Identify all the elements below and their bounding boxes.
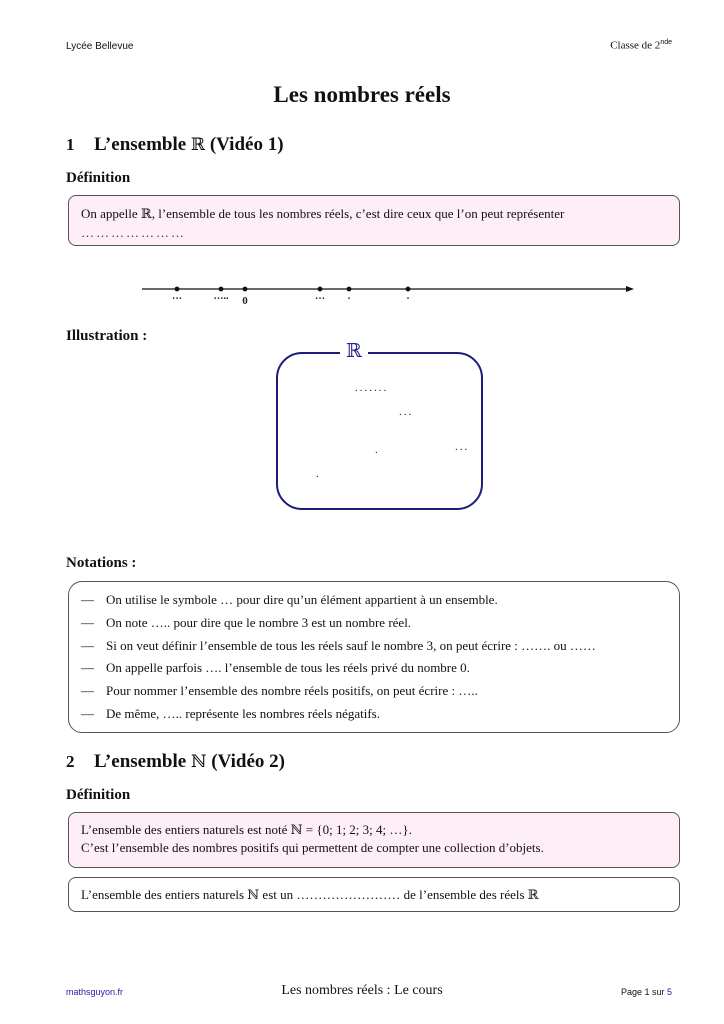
section-1-heading: [66, 134, 284, 156]
set-diagram-blank: .: [375, 444, 380, 456]
notations-heading: Notations :: [66, 555, 137, 571]
definition-2-line-2: C’est l’ensemble des nombres positifs qui permettent de compter une collection d’objets.: [81, 840, 544, 855]
notation-item: — On appelle parfois …. l’ensemble de tous les réels privé du nombre 0.: [81, 660, 470, 676]
section-1-title-prefix: L’ensemble: [94, 134, 191, 155]
notation-item: — De même, ….. représente les nombres réels négatifs.: [81, 705, 380, 721]
number-line-label: …: [315, 291, 325, 302]
footer-page-number: Page 1 sur 5: [620, 987, 672, 997]
illustration-heading: Illustration :: [66, 328, 148, 344]
definition-1-heading: Définition: [66, 170, 131, 186]
header-class: [610, 39, 672, 52]
set-diagram-blank: .: [316, 468, 321, 480]
number-line: [140, 270, 640, 310]
arrow-right-icon: [626, 286, 634, 292]
set-diagram-blank: ...: [455, 441, 470, 453]
number-line-label: 0: [242, 295, 248, 307]
section-2-title-suffix: (Vidéo 2): [206, 751, 285, 772]
number-line-label: …: [172, 291, 182, 302]
section-1-title-suffix: (Vidéo 1): [205, 134, 284, 155]
definition-1-text: On appelle ℝ, l’ensemble de tous les nombres réels, c’est dire ceux que l’on peut représenter: [81, 206, 565, 221]
definition-2-heading: Définition: [66, 787, 131, 803]
number-line-label: .: [406, 291, 410, 302]
header-class-prefix: Classe de 2: [610, 39, 661, 52]
notation-item: — Pour nommer l’ensemble des nombre réels positifs, on peut écrire : …..: [81, 683, 478, 699]
number-line-label: .: [347, 291, 351, 302]
footer-site-link[interactable]: mathsguyon.fr: [66, 987, 124, 997]
notation-item: — Si on veut définir l’ensemble de tous les réels sauf le nombre 3, on peut écrire : ……. ou ……: [81, 637, 596, 653]
section-2-heading: [66, 751, 285, 773]
reals-symbol: ℝ: [190, 135, 206, 155]
notation-item: — On note ….. pour dire que le nombre 3 est un nombre réel.: [81, 614, 412, 630]
definition-2-line-1: L’ensemble des entiers naturels est noté ℕ = {0; 1; 2; 3; 4; …}.: [81, 822, 412, 837]
set-diagram-blank: .......: [355, 382, 389, 394]
set-diagram: [276, 352, 483, 510]
footer-page-total-link[interactable]: 5: [666, 987, 672, 997]
definition-2-box: [68, 812, 680, 868]
header-school: Lycée Bellevue: [66, 41, 134, 52]
set-diagram-label: ℝ: [340, 340, 368, 362]
header-class-sup: nde: [660, 39, 672, 46]
footer-title: Les nombres réels : Le cours: [281, 983, 443, 998]
page-title: Les nombres réels: [273, 82, 451, 107]
number-line-label: …..: [213, 291, 229, 302]
subset-statement-box: [68, 877, 680, 912]
notation-item: — On utilise le symbole … pour dire qu’un élément appartient à un ensemble.: [81, 592, 498, 607]
naturals-symbol: ℕ: [190, 752, 207, 772]
section-2-number: 2: [66, 752, 75, 771]
notations-box: [68, 581, 680, 733]
section-1-number: 1: [66, 135, 75, 154]
set-diagram-blank: ...: [399, 406, 414, 418]
number-line-point: [243, 287, 248, 292]
subset-statement: L’ensemble des entiers naturels ℕ est un …………………… de l’ensemble des réels ℝ: [81, 887, 539, 902]
definition-1-box: [68, 195, 680, 246]
section-2-title-prefix: L’ensemble: [94, 751, 191, 772]
definition-1-blank: …………………: [81, 225, 186, 240]
